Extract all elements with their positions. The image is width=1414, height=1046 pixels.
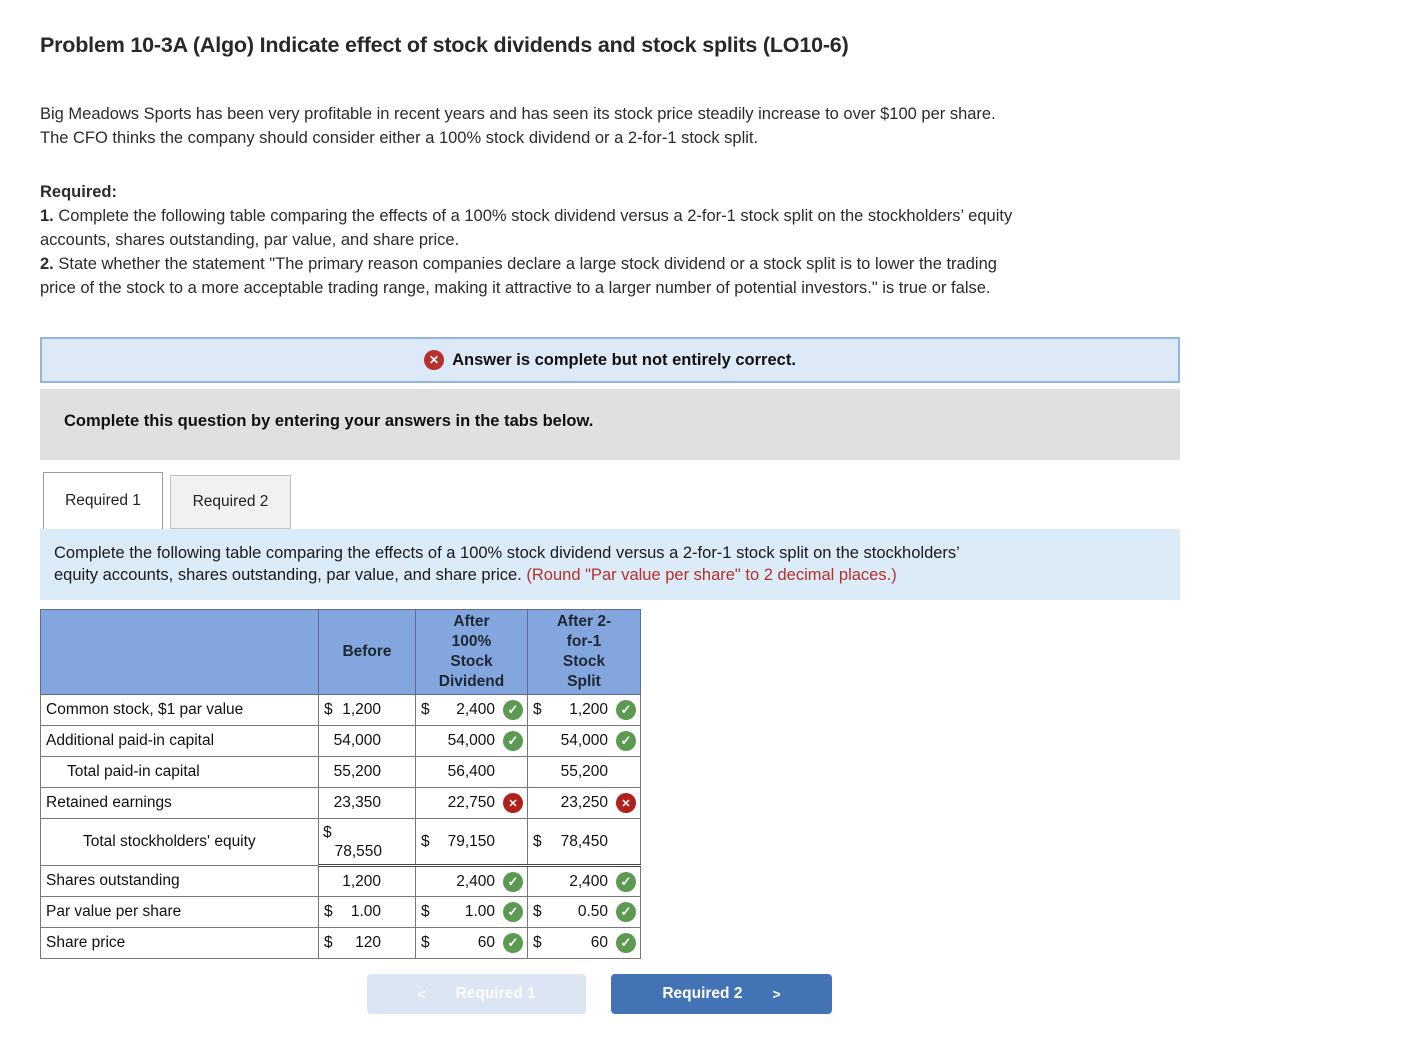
question-instruction-text: Complete this question by entering your answers in the tabs below. <box>64 412 594 430</box>
dollar-sign: $ <box>324 701 333 718</box>
correct-icon: ✓ <box>503 731 523 751</box>
requirement-tabs <box>43 472 1414 529</box>
tab-navigation <box>367 974 1414 1014</box>
before-cell: $ 78,550 <box>319 819 416 866</box>
correct-icon: ✓ <box>616 700 636 720</box>
table-row <box>41 788 641 819</box>
answer-cell[interactable]: $ 2,400 ✓ <box>416 695 528 726</box>
dollar-sign: $ <box>533 701 542 718</box>
tab-required-1[interactable]: Required 1 <box>43 472 163 529</box>
tab-required-2[interactable]: Required 2 <box>170 475 291 529</box>
required-section <box>40 180 1414 300</box>
subtotal-cell: 55,200 <box>528 757 641 788</box>
incorrect-icon: ✕ <box>503 793 523 813</box>
correct-icon: ✓ <box>616 933 636 953</box>
dollar-sign: $ <box>421 701 430 718</box>
next-requirement-button[interactable]: Required 2 > <box>611 974 832 1014</box>
total-cell: $ 78,450 <box>528 819 641 866</box>
required-item-1-text: Complete the following table comparing the effects of a 100% stock dividend versus a 2-for-1 stock split on the stockholders’ equity accounts, shares outstanding, par value, and share price. <box>40 207 1013 249</box>
answer-cell[interactable]: $ 60 ✓ <box>528 928 641 959</box>
before-cell: 1,200 <box>319 866 416 897</box>
before-cell: $ 1,200 <box>319 695 416 726</box>
answer-cell[interactable]: 2,400 ✓ <box>416 866 528 897</box>
row-label: Common stock, $1 par value <box>41 695 319 726</box>
dollar-sign: $ <box>324 934 333 951</box>
correct-icon: ✓ <box>503 872 523 892</box>
page-title: Problem 10-3A (Algo) Indicate effect of stock dividends and stock splits (LO10-6) <box>40 33 849 57</box>
required-label: Required: <box>40 183 118 201</box>
header-after-split: After 2- for-1 Stock Split <box>528 610 641 695</box>
table-row <box>41 695 641 726</box>
before-cell: 23,350 <box>319 788 416 819</box>
required-item-2-number: 2. <box>40 255 54 273</box>
required-item-1 <box>40 204 1414 252</box>
answer-cell[interactable]: $ 1,200 ✓ <box>528 695 641 726</box>
table-row <box>41 819 641 866</box>
header-row <box>41 610 641 695</box>
rounding-note: (Round "Par value per share" to 2 decimal places.) <box>526 566 897 584</box>
dollar-sign: $ <box>324 903 333 920</box>
table-row <box>41 897 641 928</box>
correct-icon: ✓ <box>503 700 523 720</box>
required-item-1-number: 1. <box>40 207 54 225</box>
row-label: Par value per share <box>41 897 319 928</box>
dollar-sign: $ <box>533 903 542 920</box>
tab-panel-instructions <box>40 529 1180 600</box>
table-row <box>41 866 641 897</box>
row-label: Shares outstanding <box>41 866 319 897</box>
answer-cell[interactable]: 54,000 ✓ <box>416 726 528 757</box>
dollar-sign: $ <box>421 832 430 850</box>
required-item-2 <box>40 252 1414 300</box>
correct-icon: ✓ <box>616 902 636 922</box>
previous-requirement-button[interactable]: < Required 1 <box>367 974 586 1014</box>
chevron-left-icon: < <box>417 986 426 1002</box>
header-after-dividend: After 100% Stock Dividend <box>416 610 528 695</box>
answer-cell[interactable]: 2,400 ✓ <box>528 866 641 897</box>
incorrect-status-icon: ✕ <box>424 350 444 370</box>
dollar-sign: $ <box>421 903 430 920</box>
table-row <box>41 928 641 959</box>
problem-page <box>0 33 1414 1046</box>
chevron-right-icon: > <box>772 986 781 1002</box>
row-label: Total stockholders' equity <box>41 819 319 866</box>
before-cell: $ 1.00 <box>319 897 416 928</box>
dollar-sign: $ <box>533 934 542 951</box>
before-cell: 55,200 <box>319 757 416 788</box>
tab-panel-instruction-line1: Complete the following table comparing the effects of a 100% stock dividend versus a 2-for-1 stock split on the stockholders’ <box>54 544 960 562</box>
correct-icon: ✓ <box>503 933 523 953</box>
answer-cell[interactable]: 23,250 ✕ <box>528 788 641 819</box>
answer-cell[interactable]: 22,750 ✕ <box>416 788 528 819</box>
table-row <box>41 757 641 788</box>
problem-intro: Big Meadows Sports has been very profitable in recent years and has seen its stock price steadily increase to over $100 per share. The CFO thinks the company should consider either a 100% stock dividend or a 2-for-1 stock split. <box>40 105 996 147</box>
correct-icon: ✓ <box>503 902 523 922</box>
row-label: Total paid-in capital <box>41 757 319 788</box>
row-label: Retained earnings <box>41 788 319 819</box>
row-label: Additional paid-in capital <box>41 726 319 757</box>
total-cell: $ 79,150 <box>416 819 528 866</box>
grading-status-message: Answer is complete but not entirely correct. <box>452 350 796 369</box>
tab-panel-instruction-line2: equity accounts, shares outstanding, par value, and share price. (Round "Par value per share" to 2 decimal places.) <box>54 566 897 584</box>
question-instruction-panel <box>40 389 1180 460</box>
dollar-sign: $ <box>533 832 542 850</box>
before-cell: $ 120 <box>319 928 416 959</box>
incorrect-icon: ✕ <box>616 793 636 813</box>
subtotal-cell: 56,400 <box>416 757 528 788</box>
dollar-sign: $ <box>421 934 430 951</box>
correct-icon: ✓ <box>616 872 636 892</box>
dollar-sign: $ <box>323 823 332 841</box>
row-label: Share price <box>41 928 319 959</box>
header-before: Before <box>319 610 416 695</box>
answer-cell[interactable]: 54,000 ✓ <box>528 726 641 757</box>
equity-comparison-table <box>40 609 641 959</box>
correct-icon: ✓ <box>616 731 636 751</box>
required-item-2-text: State whether the statement "The primary reason companies declare a large stock dividend or a stock split is to lower the trading price of the stock to a more acceptable trading range, making it attractive to a larger number of potential investors." is true or false. <box>40 255 997 297</box>
header-accounts <box>41 610 319 695</box>
answer-cell[interactable]: $ 1.00 ✓ <box>416 897 528 928</box>
answer-cell[interactable]: $ 0.50 ✓ <box>528 897 641 928</box>
before-cell: 54,000 <box>319 726 416 757</box>
answer-cell[interactable]: $ 60 ✓ <box>416 928 528 959</box>
table-row <box>41 726 641 757</box>
grading-status-banner <box>40 337 1180 383</box>
